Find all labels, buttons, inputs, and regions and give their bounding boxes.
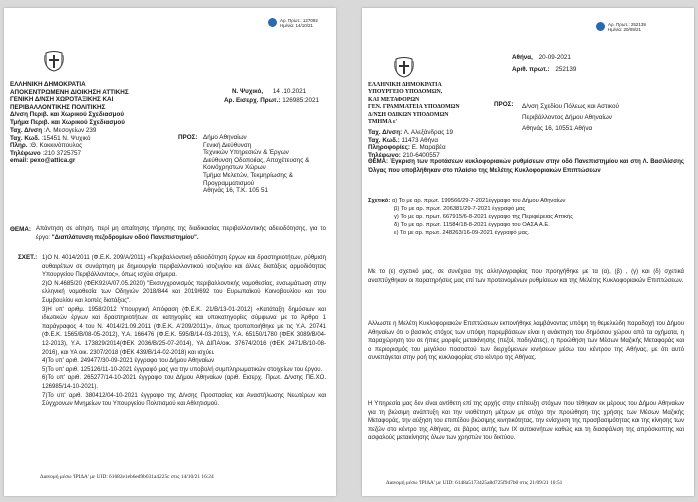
subject-text: Απάντηση σε αίτηση, περί μη απαίτησης τήρησης της διαδικασίας περιβαλλοντικής αδειοδότησης, για το έργο: "Διαπλάτυνση πεζοδρομίων οδού Πανεπιστημίου". [36, 226, 326, 241]
reference-item: β) Το με αρ. πρωτ. 206381/29-7-2021 έγγραφό μας [394, 206, 526, 212]
references-list [42, 254, 326, 409]
authority-line: Δ/νση Περιβ. και Χωρικού Σχεδιασμού [10, 111, 125, 119]
authority-header [10, 81, 129, 127]
document-page-left [4, 8, 336, 496]
reference-item: ε) Το με αρ. πρωτ. 248263/16-09-2021 έγγραφό μας. [394, 230, 530, 236]
sender-address: Ταχ. Δ/νση :Λ. Μεσογείων 239 Ταχ. Κωδ. :15451 Ν. Ψυχικό Πληρ. :Θ. Κοκκινόπουλος Τηλέφωνο :210 3725757 email: pexo@attica.gr [10, 127, 97, 165]
authority-line: ΕΛΛΗΝΙΚΗ ΔΗΜΟΚΡΑΤΙΑ [10, 81, 86, 88]
recipient-label: ΠΡΟΣ: [494, 101, 514, 108]
protocol-stamp [596, 22, 646, 32]
body-paragraph: Η Υπηρεσία μας δεν είναι αντίθετη επί της αρχής στην επίτευξη στόχων που τέθηκαν εκ μέρους του Δήμου Αθηναίων για τη βιώσιμη ανάπτυξη και την υιοθέτηση μέτρων με στόχο την προώθηση της χρήσης των Μέσων Μαζικής Μεταφοράς, την αύξηση του επιπέδου βιώσιμης κινητικότητας, την ενίσχυση της προσβασιμότητας και της κίνησης των πεζών στο κέντρο της Αθήνας, σε βάρος αυτής των ΙΧ αυτοκινήτων καθώς και τη διασφάλιση της απρόσκοπτης και ασφαλούς μετακίνησης όλων των χρηστών του δικτύου. [368, 401, 684, 442]
authority-line: ΓΕΝΙΚΗ Δ/ΝΣΗ ΧΩΡΟΤΑΞΙΚΗΣ ΚΑΙ [10, 96, 114, 104]
authority-line: ΠΕΡΙΒΑΛΛΟΝΤΙΚΗΣ ΠΟΛΙΤΙΚΗΣ [10, 103, 106, 111]
reference-item: γ) Το με αρ. πρωτ. 667915/6-8-2021 έγγραφο της Περιφέρειας Αττικής [394, 214, 573, 220]
authority-line: ΓΕΝ. ΓΡΑΜΜΑΤΕΙΑ ΥΠΟΔΟΜΩΝ [368, 104, 460, 111]
stamp-number: Αρ. Πρωτ.: 127092 [280, 18, 318, 23]
document-page-right [362, 8, 694, 496]
authority-line: ΤΜΗΜΑ ε' [368, 119, 398, 126]
reference-item: 6)Το υπ' αριθ. 265277/14-10-2021 έγγραφο του Δήμου Αθηναίων (αριθ. Εισερχ. Πρωτ. Δ/νσης ΠΕ.ΧΟ. 126985/14-10-2021). [42, 375, 326, 390]
distribution-footer: Διανομή μέσω 'ΙΡΙΔΑ' με UID: 6148a5173425a8d725f947b0 στις 21/09/21 10:51 [386, 480, 563, 486]
authority-line: ΑΠΟΚΕΝΤΡΩΜΕΝΗ ΔΙΟΙΚΗΣΗ ΑΤΤΙΚΗΣ [10, 88, 129, 96]
authority-header [368, 82, 460, 126]
sender-address: Ταχ. Δ/νση: Λ. Αλεξάνδρας 19 Ταχ. Κωδ.: 11473 Αθήνα Πληροφορίες: Ε. Μαραβέα Τηλέφωνο: 210-6400557 [368, 129, 454, 159]
subject-text: ΘΕΜΑ: Έγκριση των προτάσεων κυκλοφοριακών ρυθμίσεων στην οδό Πανεπιστημίου και στη Λ. Βασιλίσσης Όλγας που υποβλήθηκαν στο πλαίσιο της Μελέτης Κυκλοφοριακών Επιπτώσεων [368, 159, 684, 174]
authority-line: ΥΠΟΥΡΓΕΙΟ ΥΠΟΔΟΜΩΝ, [368, 89, 443, 96]
references-block: Σχετικό: α) Το με αρ. πρωτ. 199566/29-7-2021έγγραφο του Δήμου Αθηναίων β) Το με αρ. πρωτ. 206381/29-7-2021 έγγραφό μας γ) Το με αρ. πρωτ. 667915/6-8-2021 έγγραφο της Περιφέρειας Αττικής δ) Το με αρ. πρωτ. 11584/18-8-2021 έγγραφο του ΟΑΣΑ Α.Ε. ε) Το με αρ. πρωτ. 248263/16-09-2021 έγγραφό μας. [368, 198, 573, 236]
stamp-logo-icon [268, 18, 277, 27]
recipient-block: Δ/νση Σχεδίου Πόλεως και Αστικού Περιβάλλοντος Δήμου Αθηναίων Αθηνάς 16, 10551 Αθήνα [522, 103, 619, 132]
references-label: ΣΧΕΤ.: [18, 254, 38, 261]
distribution-footer: Διανομή μέσω 'ΙΡΙΔΑ' με UID: 61682e1eb6ed9b031a4225c στις 14/10/21 16:24 [40, 474, 214, 480]
reference-item: 1)Ο Ν. 4014/2011 (Φ.Ε.Κ. 209/Α/2011) «Περιβαλλοντική αδειοδότηση έργων και δραστηριοτήτων, ρύθμιση αυθαιρέτων σε συνάρτηση με δημιουργία περιβαλλοντικού ισοζυγίου και άλλες διατάξεις αρμοδιότητας Υπουργείου Περιβάλλοντος», όπως ισχύει σήμερα. [42, 255, 326, 279]
reference-item: 7)Το υπ' αριθ. 380412/04-10-2021 έγγραφο της Δ/νσης Προστασίας και Αναστήλωσης Νεωτέρων και Σύγχρονων Μνημείων του Υπουργείου Πολιτισμού και Αθλητισμού. [42, 392, 326, 408]
body-paragraph: Με το (ε) σχετικό μας, σε συνέχεια της αλληλογραφίας που προηγήθηκε με τα (α), (β) , (γ) και (δ) σχετικά αναπτύχθηκαν οι παρατηρήσεις μας επί των προτεινομένων ρυθμίσεων και της Μελέτης Κυκλοφοριακών Επιπτώσεων. [368, 269, 684, 284]
authority-line: ΚΑΙ ΜΕΤΑΦΟΡΩΝ [368, 96, 420, 103]
reference-item: 3)Η υπ' αριθμ. 1958/2012 Υπουργική Απόφαση (Φ.Ε.Κ. 21/Β/13-01-2012) «Κατάταξη δημόσιων και ιδιωτικών έργων και δραστηριοτήτων σε κατηγορίες και υποκατηγορίες σύμφωνα με το Άρθρο 1 παράγραφος 4 του Ν. 4014/21.09.2011 (Φ.Ε.Κ. Α'209/2011)», όπως τροποποιήθηκε με τις Υ.Α. 20741 (Φ.Ε.Κ. 1565/Β/08-05-2012), Υ.Α. 166476 (Φ.Ε.Κ. 595/Β/14-03-2013), Υ.Α. 65150/1780 (ΦΕΚ 3089/Β/04-12-2013), Υ.Α. 173829/2014(ΦΕΚ 2036/Β/25-07-2014), ΥΑ ΔΙΠΑ/οικ. 37674/2016 (ΦΕΚ 2471/Β/10-08-2016), και ΥΑ οικ. 2307/2018 (ΦΕΚ 439/Β/14-02-2018) και ισχύει. [42, 306, 326, 356]
reference-item: δ) Το με αρ. πρωτ. 11584/18-8-2021 έγγραφο του ΟΑΣΑ Α.Ε. [394, 222, 550, 228]
reference-item: 5)Το υπ' αριθ. 125126/11-10-2021 έγγραφό μας για την υποβολή συμπληρωματικών στοιχείων του έργου. [42, 366, 323, 373]
authority-line: Τμήμα Περιβ. και Χωρικού Σχεδιασμού [10, 118, 125, 126]
reference-item: 4)Το υπ' αριθ. 249477/30-09-2021 έγγραφο του Δήμου Αθηναίων [42, 358, 215, 365]
greek-emblem-icon [394, 56, 414, 78]
place-date: Ν. Ψυχικό, 14 .10.2021 [232, 88, 307, 95]
stamp-number: Αρ. Πρωτ.: 252139 [608, 22, 646, 27]
stamp-logo-icon [596, 22, 605, 31]
protocol-number: Αριθ. πρωτ.: 252139 [512, 66, 577, 73]
reference-item: 2)Ο Ν.4685/20 (ΦΕΚ92/Α/07.05.2020) "Εκσυγχρονισμός περιβαλλοντικής νομοθεσίας, ενσωμάτωση στην ελληνική νομοθεσία των Οδηγιών 2018/844 και 2019/692 του Ευρωπαϊκού Κοινοβουλίου και του Συμβουλίου και λοιπές διατάξεις". [42, 280, 326, 304]
recipient-label: ΠΡΟΣ: [178, 134, 198, 141]
body-paragraph: Αλλωστε η Μελέτη Κυκλοφοριακών Επιπτώσεων εκπονήθηκε λαμβάνοντας υπόψη τη θεμελιώδη παραδοχή του Δήμου Αθηναίων ότι ο βασικός στόχος των υπόψη παρεμβάσεων είναι η ανάκτηση του δημόσιου χώρου από τα οχήματα, η παραχώρηση του σε ήπιες μορφές μετακίνησης (πεζοί, ποδηλάτες), η προώθηση των Μέσων Μαζικής Μεταφοράς και ο περιορισμός του μεγάλου ποσοστού των διερχόμενων κινήσεων μέσω του κέντρου της Αθήνας, με ότι αυτό συνεπάγεται στην ροή της κυκλοφορίας στο κέντρο της Αθήνας. [368, 321, 684, 362]
stamp-date: Ημ/νία: 14/10/21 [280, 23, 313, 29]
recipient-block: Δήμο Αθηναίων Γενική Διεύθυνση Τεχνικών Υπηρεσιών & Έργων Διεύθυνση Οδοποιίας, Αποχέτευσης & Κοινόχρηστων Χώρων Τμήμα Μελετών, Τεκμηρίωσης & Προγραμματισμού Αθηνάς 16, Τ.Κ. 105 51 [203, 134, 310, 195]
greek-emblem-icon [44, 50, 64, 72]
subject-label: ΘΕΜΑ: [10, 226, 31, 233]
reference-item: α) Το με αρ. πρωτ. 199566/29-7-2021έγγραφο του Δήμου Αθηναίων [391, 198, 566, 204]
place-date: Αθήνα, 20-09-2021 [512, 54, 571, 61]
incoming-protocol: Αρ. Εισερχ. Πρωτ.: 126985:2021 [224, 97, 319, 104]
authority-line: ΕΛΛΗΝΙΚΗ ΔΗΜΟΚΡΑΤΙΑ [368, 82, 442, 88]
stamp-date: Ημ/νία: 20/09/21 [608, 27, 641, 33]
protocol-stamp [268, 18, 318, 28]
authority-line: Δ/ΝΣΗ ΟΔΙΚΩΝ ΥΠΟΔΟΜΩΝ [368, 111, 449, 118]
